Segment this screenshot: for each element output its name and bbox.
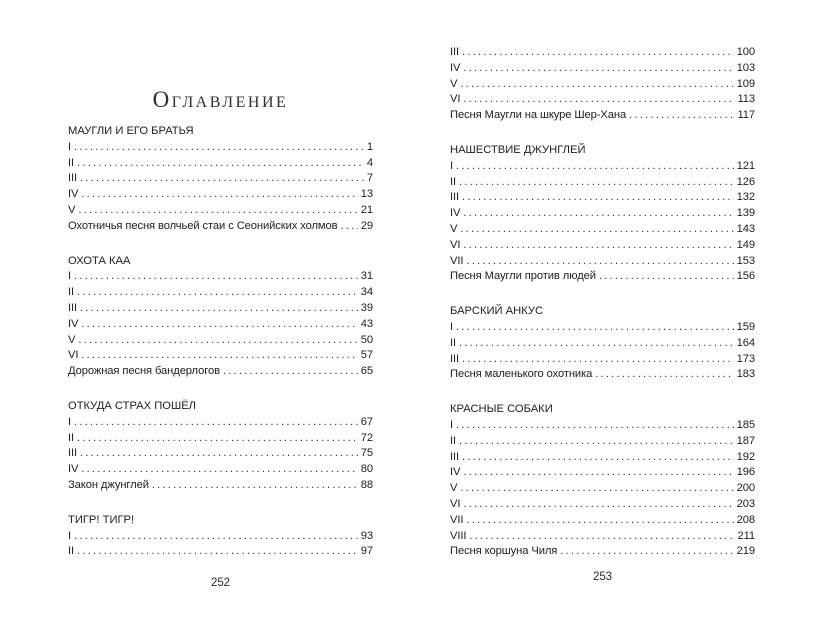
toc-entry [68, 156, 373, 172]
toc-entry-label: V [68, 203, 76, 216]
dot-leader-icon [77, 156, 364, 172]
toc-section [68, 124, 373, 235]
dot-leader-icon [463, 206, 733, 222]
dot-leader-icon [463, 497, 733, 513]
left-page-column [68, 86, 373, 560]
toc-entry-label: VI [450, 238, 461, 251]
toc-entry-label: II [68, 545, 75, 558]
toc-section-heading: МАУГЛИ И ЕГО БРАТЬЯ [68, 125, 194, 137]
toc-entry-label: III [68, 172, 78, 185]
right-page-column [450, 45, 755, 560]
dot-leader-icon [456, 320, 734, 336]
dot-leader-icon [74, 269, 358, 285]
toc-entry [68, 348, 373, 364]
toc-entry-page-number: 1 [366, 140, 373, 153]
toc-entry-label: III [68, 301, 78, 314]
toc-entry [68, 203, 373, 219]
toc-section [450, 45, 755, 124]
toc-section-heading: КРАСНЫЕ СОБАКИ [450, 403, 553, 416]
toc-entry-label: VI [450, 93, 461, 106]
toc-entry-page-number: 43 [360, 317, 373, 330]
toc-entry-label: Песня коршуна Чиля [450, 545, 558, 558]
dot-leader-icon [463, 92, 734, 108]
toc-section [450, 304, 755, 383]
toc-entry-label: Закон джунглей [68, 478, 149, 491]
dot-leader-icon [74, 140, 364, 156]
toc-section [450, 143, 755, 285]
toc-entry-label: VII [450, 254, 464, 267]
toc-entry-page-number: 67 [360, 415, 373, 428]
dot-leader-icon [462, 190, 734, 206]
toc-entry-page-number: 57 [360, 349, 373, 362]
dot-leader-icon [223, 364, 358, 380]
toc-section [68, 254, 373, 380]
toc-entry [68, 171, 373, 187]
toc-entry [68, 431, 373, 447]
dot-leader-icon [80, 171, 364, 187]
toc-entry [450, 254, 755, 270]
dot-leader-icon [340, 219, 357, 235]
toc-entry [450, 465, 755, 481]
left-page-sections [68, 124, 373, 560]
dot-leader-icon [459, 336, 734, 352]
toc-entry [450, 77, 755, 93]
toc-entry-label: VII [450, 513, 464, 526]
dot-leader-icon [469, 529, 734, 545]
toc-entry [68, 301, 373, 317]
toc-section [450, 402, 755, 560]
toc-entry-page-number: 200 [736, 482, 755, 495]
toc-entry-page-number: 72 [360, 431, 373, 444]
toc-entry-label: II [450, 434, 457, 447]
toc-entry-page-number: 208 [736, 513, 755, 526]
dot-leader-icon [466, 254, 733, 270]
toc-entry [450, 175, 755, 191]
toc-entry-label: VI [68, 349, 79, 362]
dot-leader-icon [80, 301, 358, 317]
toc-entry-page-number: 159 [736, 320, 755, 333]
dot-leader-icon [463, 238, 733, 254]
toc-entry-page-number: 192 [736, 450, 755, 463]
toc-entry-page-number: 143 [736, 222, 755, 235]
toc-entry [450, 320, 755, 336]
toc-entry-page-number: 80 [360, 463, 373, 476]
dot-leader-icon [560, 544, 733, 560]
toc-entry-page-number: 103 [736, 61, 755, 74]
toc-entry [450, 238, 755, 254]
toc-entry [68, 364, 373, 380]
toc-entry-label: I [450, 418, 454, 431]
toc-entry [450, 206, 755, 222]
dot-leader-icon [81, 317, 357, 333]
toc-entry-label: IV [68, 317, 79, 330]
toc-section [68, 399, 373, 494]
toc-entry-page-number: 4 [366, 156, 373, 169]
toc-entry-label: I [68, 270, 72, 283]
toc-entry-label: III [450, 352, 460, 365]
toc-entry [450, 269, 755, 285]
toc-entry-label: Охотничья песня волчьей стаи с Сеонийских холмов [68, 219, 338, 232]
dot-leader-icon [463, 61, 733, 77]
toc-entry-label: Песня маленького охотника [450, 368, 593, 381]
toc-entry [68, 544, 373, 560]
toc-title: Оглавление [152, 87, 289, 112]
toc-entry-label: V [450, 482, 458, 495]
toc-entry [450, 481, 755, 497]
toc-entry-label: VIII [450, 529, 467, 542]
toc-section-heading: НАШЕСТВИЕ ДЖУНГЛЕЙ [450, 143, 586, 156]
toc-entry [450, 352, 755, 368]
toc-entry-page-number: 7 [366, 172, 373, 185]
dot-leader-icon [77, 431, 358, 447]
toc-entry-label: I [68, 415, 72, 428]
toc-entry-page-number: 185 [736, 418, 755, 431]
toc-entry-label: IV [68, 188, 79, 201]
toc-entry [450, 434, 755, 450]
toc-entry [450, 45, 755, 61]
toc-entry [450, 61, 755, 77]
toc-entry-page-number: 39 [360, 301, 373, 314]
toc-entry [68, 317, 373, 333]
toc-entry [68, 415, 373, 431]
toc-entry-label: III [68, 447, 78, 460]
toc-entry-page-number: 183 [736, 368, 755, 381]
toc-entry-label: III [450, 46, 460, 58]
dot-leader-icon [460, 77, 733, 93]
toc-entry-page-number: 93 [360, 529, 373, 542]
toc-entry-page-number: 203 [736, 497, 755, 510]
dot-leader-icon [81, 348, 357, 364]
toc-entry-page-number: 219 [736, 545, 755, 558]
toc-section-heading: ОТКУДА СТРАХ ПОШЁЛ [68, 399, 197, 412]
dot-leader-icon [77, 544, 358, 560]
toc-entry [450, 450, 755, 466]
toc-entry-page-number: 153 [736, 254, 755, 267]
toc-entry-page-number: 97 [360, 545, 373, 558]
toc-entry-page-number: 126 [736, 175, 755, 188]
toc-entry-page-number: 75 [360, 447, 373, 460]
right-page-sections [450, 45, 755, 560]
dot-leader-icon [74, 529, 358, 545]
toc-entry-page-number: 121 [736, 159, 755, 172]
toc-entry [68, 529, 373, 545]
toc-entry-page-number: 164 [736, 336, 755, 349]
dot-leader-icon [629, 108, 734, 124]
dot-leader-icon [466, 513, 733, 529]
toc-entry-page-number: 29 [360, 219, 373, 232]
toc-entry-label: V [450, 222, 458, 235]
toc-entry-label: III [450, 450, 460, 463]
toc-entry-label: Дорожная песня бандерлогов [68, 365, 220, 378]
toc-entry-label: IV [450, 207, 461, 220]
toc-entry-label: II [68, 156, 75, 169]
toc-entry-page-number: 173 [736, 352, 755, 365]
toc-entry-page-number: 50 [360, 333, 373, 346]
toc-entry-page-number: 132 [736, 191, 755, 204]
toc-entry-label: III [450, 191, 460, 204]
toc-entry [450, 529, 755, 545]
toc-entry-page-number: 156 [736, 270, 755, 283]
dot-leader-icon [459, 175, 734, 191]
toc-entry [450, 367, 755, 383]
toc-entry-page-number: 113 [737, 93, 755, 106]
dot-leader-icon [463, 465, 733, 481]
dot-leader-icon [462, 352, 734, 368]
toc-section-heading: БАРСКИЙ АНКУС [450, 305, 544, 318]
toc-entry-label: IV [450, 466, 461, 479]
dot-leader-icon [81, 187, 357, 203]
toc-entry-page-number: 13 [360, 188, 373, 201]
toc-entry-label: V [68, 333, 76, 346]
toc-entry [68, 187, 373, 203]
toc-entry-label: IV [450, 61, 461, 74]
toc-entry [68, 285, 373, 301]
dot-leader-icon [77, 285, 358, 301]
dot-leader-icon [78, 333, 357, 349]
toc-entry-label: Песня Маугли против людей [450, 270, 596, 283]
toc-entry [450, 497, 755, 513]
toc-entry [450, 190, 755, 206]
toc-entry-page-number: 34 [360, 286, 373, 299]
toc-entry-label: I [68, 140, 72, 153]
dot-leader-icon [460, 481, 733, 497]
dot-leader-icon [595, 367, 733, 383]
toc-entry-label: II [68, 286, 75, 299]
toc-entry-page-number: 117 [737, 109, 755, 122]
dot-leader-icon [456, 159, 734, 175]
toc-entry-page-number: 196 [736, 466, 755, 479]
toc-entry [68, 462, 373, 478]
dot-leader-icon [81, 462, 357, 478]
toc-entry-label: I [68, 529, 72, 542]
toc-entry-page-number: 109 [736, 77, 755, 90]
toc-entry [450, 418, 755, 434]
toc-entry-label: II [450, 175, 457, 188]
toc-entry [450, 92, 755, 108]
toc-entry-page-number: 211 [737, 529, 755, 542]
dot-leader-icon [152, 478, 358, 494]
right-page-number: 253 [593, 571, 612, 583]
toc-entry [68, 446, 373, 462]
dot-leader-icon [74, 415, 358, 431]
toc-entry-label: I [450, 159, 454, 172]
toc-entry-page-number: 65 [360, 365, 373, 378]
dot-leader-icon [459, 434, 734, 450]
dot-leader-icon [599, 269, 734, 285]
dot-leader-icon [460, 222, 733, 238]
toc-entry-page-number: 31 [360, 270, 373, 283]
toc-entry-label: II [450, 336, 457, 349]
toc-entry [450, 159, 755, 175]
toc-entry-label: IV [68, 463, 79, 476]
dot-leader-icon [462, 450, 734, 466]
dot-leader-icon [456, 418, 734, 434]
dot-leader-icon [78, 203, 357, 219]
toc-entry-label: Песня Маугли на шкуре Шер-Хана [450, 109, 627, 122]
toc-entry [450, 222, 755, 238]
dot-leader-icon [462, 45, 734, 61]
toc-entry-label: V [450, 77, 458, 90]
toc-entry [450, 108, 755, 124]
toc-section-heading: ОХОТА КАА [68, 254, 131, 267]
toc-entry [450, 336, 755, 352]
toc-entry-page-number: 149 [736, 238, 755, 251]
toc-entry [68, 333, 373, 349]
toc-section-heading: ТИГР! ТИГР! [68, 513, 135, 526]
toc-entry-page-number: 100 [736, 46, 755, 58]
toc-entry-page-number: 88 [360, 478, 373, 491]
toc-entry [450, 544, 755, 560]
toc-entry-page-number: 187 [736, 434, 755, 447]
toc-entry-label: VI [450, 497, 461, 510]
toc-entry [68, 478, 373, 494]
left-page-number: 252 [211, 577, 230, 589]
toc-entry-page-number: 139 [736, 207, 755, 220]
toc-entry [450, 513, 755, 529]
toc-entry [68, 269, 373, 285]
toc-entry [68, 140, 373, 156]
toc-entry [68, 219, 373, 235]
dot-leader-icon [80, 446, 358, 462]
toc-entry-label: II [68, 431, 75, 444]
toc-entry-label: I [450, 320, 454, 333]
toc-section [68, 513, 373, 560]
toc-entry-page-number: 21 [360, 203, 373, 216]
